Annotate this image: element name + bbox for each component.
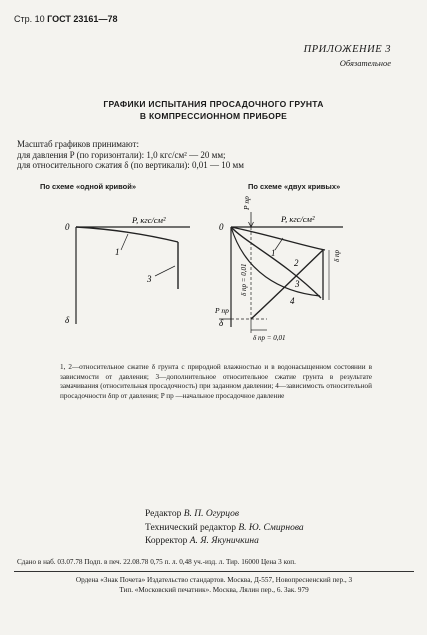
right-delta-pr-vertical-label: δ пр = 0,01 bbox=[240, 263, 248, 296]
scale-line-2: для давления P (по горизонтали): 1,0 кгс/см² — 20 мм; bbox=[17, 149, 226, 160]
corrector-name: А. Я. Якуничкина bbox=[189, 536, 259, 546]
appendix-block bbox=[304, 44, 391, 68]
right-delta-pr-bottom-label: δ пр = 0,01 bbox=[253, 334, 286, 342]
left-x-axis-label: P, кгс/см² bbox=[132, 215, 166, 225]
imprint-line: Сдано в наб. 03.07.78 Подп. в печ. 22.08.78 0,75 п. л. 0,48 уч.-изд. л. Тир. 16000 Цена 3 коп. bbox=[17, 558, 296, 566]
printer-info bbox=[14, 575, 414, 595]
corrector-row: Корректор А. Я. Якуничкина bbox=[145, 536, 259, 546]
left-curve-1-label: 1 bbox=[115, 247, 120, 257]
left-curve-1-leader bbox=[121, 234, 128, 250]
right-x-axis-label: P, кгс/см² bbox=[281, 214, 315, 224]
right-delta-pr-right-label: δ пр bbox=[333, 249, 341, 262]
right-ppr-top-label: P пр bbox=[242, 196, 251, 210]
editor-row: Редактор В. П. Огурцов bbox=[145, 509, 240, 519]
page-label: Стр. 10 bbox=[14, 14, 45, 24]
right-curve-4-label: 4 bbox=[290, 296, 295, 306]
printer-line-2: Тип. «Московский печатник». Москва, Лялин пер., 6. Зак. 979 bbox=[119, 586, 309, 594]
right-curve-4 bbox=[251, 250, 323, 319]
diagram-left bbox=[60, 196, 200, 336]
right-curve-1-label: 1 bbox=[271, 248, 276, 258]
right-y-axis-label: δ bbox=[219, 318, 224, 328]
diagram-left-caption: По схеме «одной кривой» bbox=[40, 182, 137, 191]
left-curve-3-label: 3 bbox=[147, 274, 152, 284]
right-ppr-left-label: P пр bbox=[215, 306, 229, 315]
scale-text bbox=[17, 139, 244, 171]
standard-number: ГОСТ 23161—78 bbox=[47, 14, 118, 24]
diagram-right-caption: По схеме «двух кривых» bbox=[248, 182, 341, 191]
right-curve-1-leader bbox=[275, 238, 283, 250]
right-origin-label: 0 bbox=[219, 222, 224, 232]
appendix-title: ПРИЛОЖЕНИЕ 3 bbox=[303, 44, 391, 55]
title-line-1: ГРАФИКИ ИСПЫТАНИЯ ПРОСАДОЧНОГО ГРУНТА bbox=[103, 99, 324, 109]
title-line-2: В КОМПРЕССИОННОМ ПРИБОРЕ bbox=[139, 111, 288, 121]
legend-note: 1, 2—относительное сжатие δ грунта с природной влажностью и в водонасыщенном состоянии в зависимости от давления; 3—дополнительное относительное сжатие грунта в результате замачивания (относительная просадочность) при заданном давлении; 4—зависимость относительной просадочности δпр от давления; P пр —начальное просадочное давление bbox=[60, 363, 372, 400]
tech-editor-row: Технический редактор В. Ю. Смирнова bbox=[145, 522, 304, 533]
page-title bbox=[0, 98, 427, 122]
diagram-right bbox=[215, 192, 365, 348]
tech-editor-name: В. Ю. Смирнова bbox=[238, 522, 304, 533]
editors-block bbox=[145, 508, 304, 549]
page-header bbox=[14, 14, 117, 24]
left-curve-1 bbox=[76, 227, 178, 242]
right-curve-3-label: 3 bbox=[295, 279, 300, 289]
left-curve-3-leader bbox=[155, 266, 175, 276]
left-origin-label: 0 bbox=[65, 222, 70, 232]
editor-name: В. П. Огурцов bbox=[183, 509, 240, 519]
left-y-axis-label: δ bbox=[65, 315, 70, 325]
appendix-status: Обязательное bbox=[339, 58, 391, 68]
printer-line-1: Ордена «Знак Почета» Издательство стандартов. Москва, Д-557, Новопресненский пер., 3 bbox=[75, 576, 353, 584]
scale-line-1: Масштаб графиков принимают: bbox=[17, 139, 139, 149]
scale-line-3: для относительного сжатия δ (по вертикали): 0,01 — 10 мм bbox=[17, 160, 244, 170]
right-curve-2-label: 2 bbox=[294, 258, 299, 268]
divider bbox=[14, 571, 414, 572]
